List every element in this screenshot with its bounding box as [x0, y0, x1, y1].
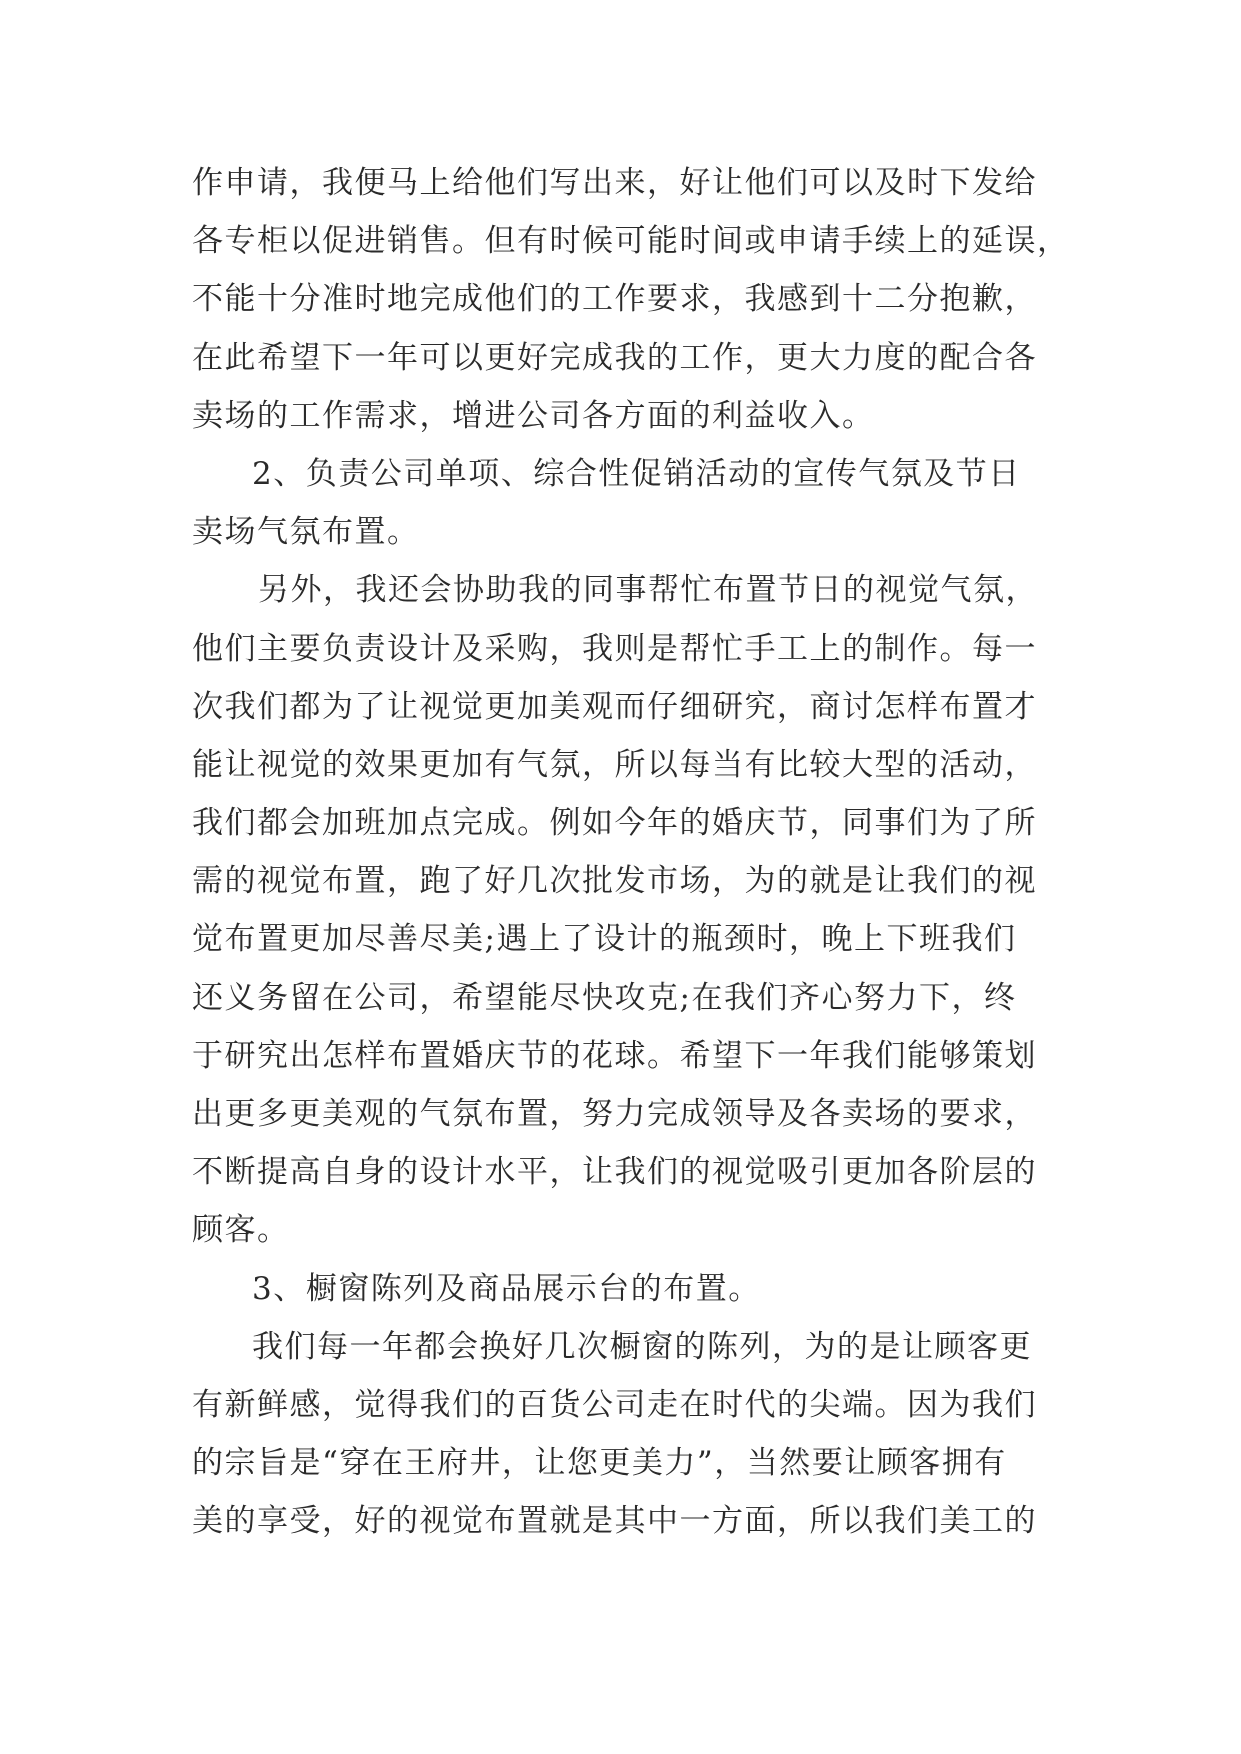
- text-line: 觉布置更加尽善尽美;遇上了设计的瓶颈时，晚上下班我们: [192, 921, 1017, 958]
- text-line: 卖场的工作需求，增进公司各方面的利益收入。: [192, 397, 875, 434]
- text-line: 次我们都为了让视觉更加美观而仔细研究，商讨怎样布置才: [192, 688, 1037, 725]
- text-line: 不能十分准时地完成他们的工作要求，我感到十二分抱歉，: [192, 281, 1037, 318]
- section-heading-line: 3、橱窗陈列及商品展示台的布置。: [252, 1270, 761, 1307]
- text-line: 在此希望下一年可以更好完成我的工作，更大力度的配合各: [192, 339, 1037, 376]
- text-line: 出更多更美观的气氛布置，努力完成领导及各卖场的要求，: [192, 1096, 1037, 1132]
- text-line: 不断提高自身的设计水平，让我们的视觉吸引更加各阶层的: [192, 1154, 1037, 1191]
- text-line: 的宗旨是“穿在王府井，让您更美力”，当然要让顾客拥有: [192, 1445, 1007, 1482]
- text-line: 我们都会加班加点完成。例如今年的婚庆节，同事们为了所: [192, 805, 1037, 842]
- text-line: 作申请，我便马上给他们写出来，好让他们可以及时下发给: [192, 165, 1037, 201]
- text-line: 需的视觉布置，跑了好几次批发市场，为的就是让我们的视: [192, 863, 1037, 900]
- text-line: 卖场气氛布置。: [192, 514, 420, 551]
- text-line: 于研究出怎样布置婚庆节的花球。希望下一年我们能够策划: [192, 1037, 1037, 1074]
- paragraph-first-line: 我们每一年都会换好几次橱窗的陈列，为的是让顾客更: [252, 1328, 1032, 1365]
- text-line: 还义务留在公司，希望能尽快攻克;在我们齐心努力下，终: [192, 979, 1017, 1016]
- text-line: 能让视觉的效果更加有气氛，所以每当有比较大型的活动，: [192, 746, 1037, 783]
- text-line: 各专柜以促进销售。但有时候可能时间或申请手续上的延误，: [192, 223, 1070, 260]
- text-line: 顾客。: [192, 1212, 290, 1249]
- text-line: 美的享受，好的视觉布置就是其中一方面，所以我们美工的: [192, 1503, 1037, 1540]
- paragraph-first-line: 另外，我还会协助我的同事帮忙布置节日的视觉气氛，: [258, 572, 1038, 609]
- text-line: 有新鲜感，觉得我们的百货公司走在时代的尖端。因为我们: [192, 1386, 1037, 1423]
- document-body: [192, 154, 1072, 1551]
- section-heading-line: 2、负责公司单项、综合性促销活动的宣传气氛及节日: [252, 455, 1021, 492]
- text-line: 他们主要负责设计及采购，我则是帮忙手工上的制作。每一: [192, 630, 1037, 667]
